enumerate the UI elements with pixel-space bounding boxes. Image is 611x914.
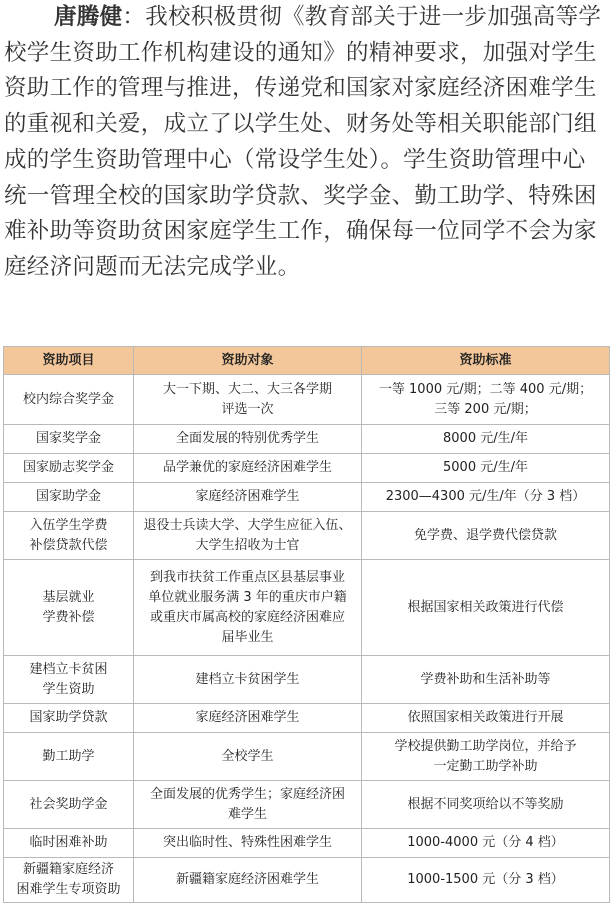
cell-line: 大一下期、大二、大三各学期 xyxy=(162,381,332,397)
cell-target xyxy=(134,560,362,656)
cell-item xyxy=(4,560,134,656)
cell-standard xyxy=(362,375,610,425)
cell-line: 校内综合奖学金 xyxy=(22,391,114,407)
table-row xyxy=(4,425,610,454)
cell-standard xyxy=(362,829,610,858)
cell-standard xyxy=(362,733,610,781)
cell-standard xyxy=(362,704,610,733)
cell-line: 全面发展的特别优秀学生 xyxy=(175,431,319,446)
cell-line: 突出临时性、特殊性困难学生 xyxy=(162,835,332,850)
table-row xyxy=(4,512,610,560)
cell-item xyxy=(4,375,134,425)
table-header-row xyxy=(4,347,610,375)
cell-item xyxy=(4,781,134,829)
paragraph-text: ：我校积极贯彻《教育部关于进一步加强高等学校学生资助工作机构建设的通知》的精神要求，加强对学生资助工作的管理与推进，传递党和国家对家庭经济困难学生的重视和关爱，成立了以学生处、财务处等相关职能部门组成的学生资助管理中心（常设学生处）。学生资助管理中心统一管理全校的国家助学贷款、奖学金、勤工助学、特殊困难补助等资助贫困家庭学生工作，确保每一位同学不会为家庭经济问题而无法完成学业。 xyxy=(4,4,602,280)
table-row xyxy=(4,829,610,858)
cell-line: 学生资助 xyxy=(42,681,95,697)
table-row xyxy=(4,375,610,425)
cell-target xyxy=(134,454,362,483)
cell-standard xyxy=(362,483,610,512)
cell-line: 根据不同奖项给以不等奖励 xyxy=(407,796,564,812)
cell-line: 依照国家相关政策进行开展 xyxy=(407,710,564,725)
table-row xyxy=(4,704,610,733)
article-paragraph xyxy=(4,0,608,286)
header-standard: 资助标准 xyxy=(362,347,610,375)
cell-standard xyxy=(362,454,610,483)
cell-line: 2300—4300 元/生/年（分 3 档） xyxy=(385,489,586,504)
cell-line: 一等 1000 元/期；二等 400 元/期； xyxy=(378,381,593,397)
table-row xyxy=(4,733,610,781)
cell-line: 国家奖学金 xyxy=(35,431,101,446)
cell-line: 社会奖助学金 xyxy=(29,796,108,812)
header-target: 资助对象 xyxy=(134,347,362,375)
cell-target xyxy=(134,656,362,704)
cell-item xyxy=(4,858,134,903)
cell-target xyxy=(134,704,362,733)
cell-line: 根据国家相关政策进行代偿 xyxy=(407,599,564,615)
cell-line: 免学费、退学费代偿贷款 xyxy=(413,527,557,543)
cell-item xyxy=(4,483,134,512)
table-row xyxy=(4,781,610,829)
cell-line: 学校提供勤工助学岗位，并给予 xyxy=(394,738,577,754)
cell-item xyxy=(4,512,134,560)
cell-item xyxy=(4,733,134,781)
cell-line: 或重庆市属高校的家庭经济困难应 xyxy=(149,609,345,625)
cell-line: 新疆籍家庭经济 xyxy=(22,862,114,877)
cell-line: 1000-1500 元（分 3 档） xyxy=(407,872,564,887)
cell-item xyxy=(4,425,134,454)
cell-line: 学费补助和生活补助等 xyxy=(420,671,551,687)
cell-line: 补偿贷款代偿 xyxy=(29,537,108,553)
cell-item xyxy=(4,454,134,483)
cell-standard xyxy=(362,858,610,903)
cell-line: 入伍学生学费 xyxy=(29,517,108,533)
table-row xyxy=(4,483,610,512)
cell-line: 8000 元/生/年 xyxy=(443,431,528,446)
cell-line: 大学生招收为士官 xyxy=(195,537,300,553)
cell-item xyxy=(4,704,134,733)
cell-line: 家庭经济困难学生 xyxy=(195,489,300,504)
speaker-name: 唐腾健 xyxy=(54,4,123,30)
cell-line: 国家助学金 xyxy=(35,489,101,504)
cell-line: 家庭经济困难学生 xyxy=(195,710,300,725)
cell-line: 国家助学贷款 xyxy=(29,710,108,725)
cell-line: 学费补偿 xyxy=(42,609,95,625)
cell-line: 基层就业 xyxy=(42,589,95,605)
header-item: 资助项目 xyxy=(4,347,134,375)
cell-line: 届毕业生 xyxy=(221,629,274,645)
cell-target xyxy=(134,483,362,512)
cell-target xyxy=(134,512,362,560)
cell-line: 勤工助学 xyxy=(42,748,95,764)
cell-target xyxy=(134,733,362,781)
cell-standard xyxy=(362,781,610,829)
cell-line: 单位就业服务满 3 年的重庆市户籍 xyxy=(148,589,347,605)
cell-line: 一定勤工助学补助 xyxy=(433,758,538,774)
cell-line: 全校学生 xyxy=(221,748,274,764)
table-row xyxy=(4,656,610,704)
cell-target xyxy=(134,858,362,903)
cell-line: 退役士兵读大学、大学生应征入伍、 xyxy=(143,517,352,533)
cell-standard xyxy=(362,512,610,560)
cell-item xyxy=(4,829,134,858)
cell-line: 到我市扶贫工作重点区县基层事业 xyxy=(149,569,345,585)
cell-line: 建档立卡贫困 xyxy=(29,661,108,677)
cell-line: 建档立卡贫困学生 xyxy=(195,671,300,687)
cell-line: 新疆籍家庭经济困难学生 xyxy=(175,872,319,887)
cell-standard xyxy=(362,425,610,454)
table-row xyxy=(4,454,610,483)
cell-line: 国家励志奖学金 xyxy=(22,460,114,475)
cell-target xyxy=(134,829,362,858)
cell-line: 困难学生专项资助 xyxy=(16,882,121,897)
cell-line: 三等 200 元/期； xyxy=(434,401,537,417)
cell-standard xyxy=(362,656,610,704)
cell-line: 评选一次 xyxy=(221,401,274,417)
cell-item xyxy=(4,656,134,704)
aid-table xyxy=(3,346,610,903)
cell-target xyxy=(134,425,362,454)
cell-line: 品学兼优的家庭经济困难学生 xyxy=(162,460,332,475)
table-row xyxy=(4,560,610,656)
cell-line: 全面发展的优秀学生；家庭经济困 xyxy=(149,786,345,802)
table-row xyxy=(4,858,610,903)
cell-target xyxy=(134,781,362,829)
cell-line: 1000-4000 元（分 4 档） xyxy=(407,835,564,850)
cell-line: 难学生 xyxy=(227,806,267,822)
cell-standard xyxy=(362,560,610,656)
aid-table-container xyxy=(3,346,609,903)
cell-line: 5000 元/生/年 xyxy=(443,460,528,475)
cell-target xyxy=(134,375,362,425)
cell-line: 临时困难补助 xyxy=(29,835,108,850)
